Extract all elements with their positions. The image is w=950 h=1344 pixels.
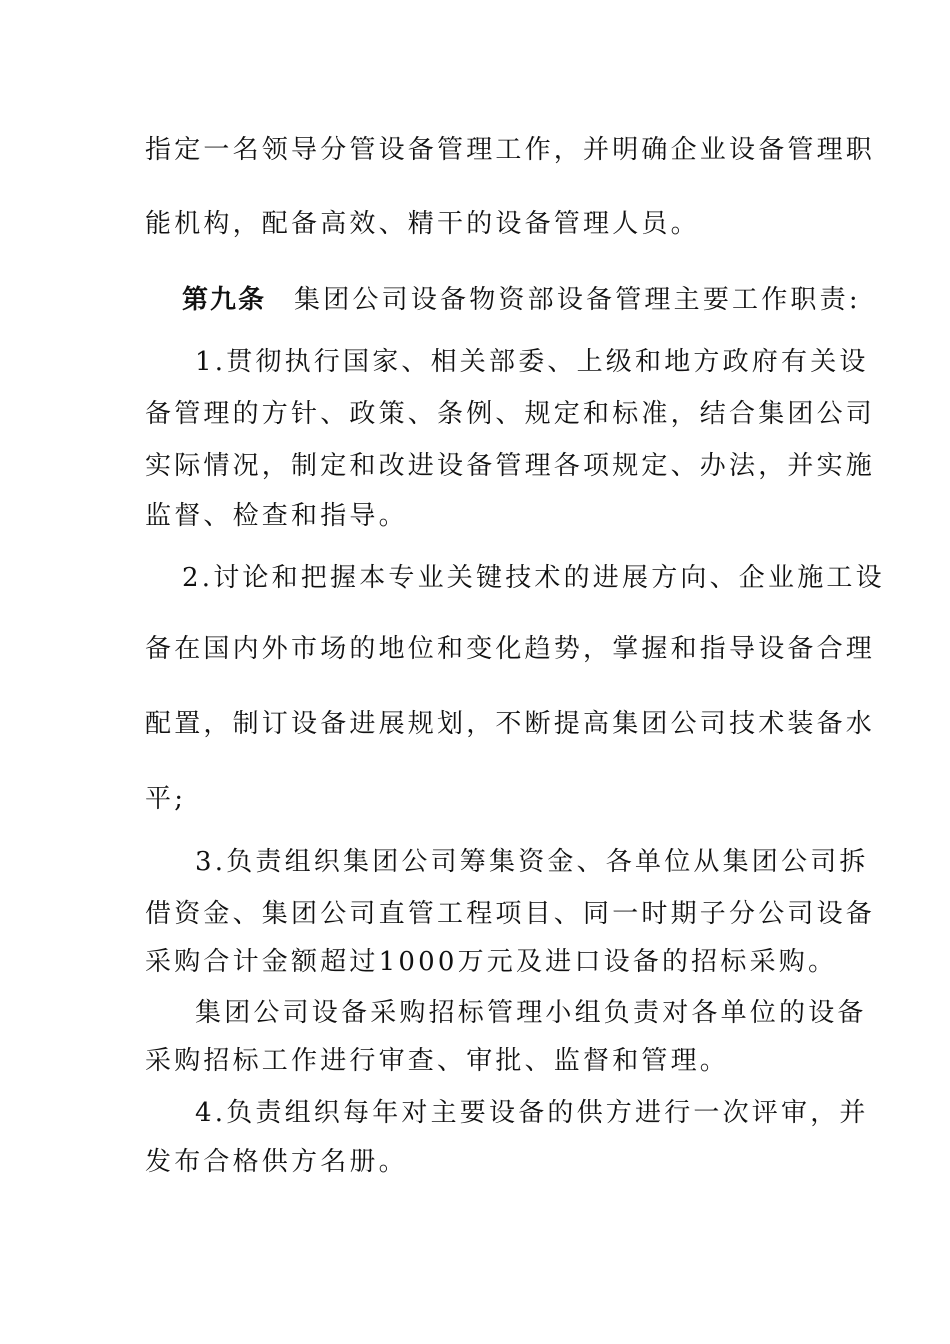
item1-line-1: 1.贯彻执行国家、相关部委、上级和地方政府有关设 xyxy=(195,347,869,377)
item2-line-3: 配置，制订设备进展规划，不断提高集团公司技术装备水 xyxy=(145,709,876,739)
article-label: 第九条 xyxy=(182,285,267,315)
item1-line-2: 备管理的方针、政策、条例、规定和标准，结合集团公司 xyxy=(145,399,876,429)
intro-line-1: 指定一名领导分管设备管理工作，并明确企业设备管理职 xyxy=(145,135,876,165)
item3-line-2: 借资金、集团公司直管工程项目、同一时期子分公司设备 xyxy=(145,899,876,929)
item4-line-1: 4.负责组织每年对主要设备的供方进行一次评审，并 xyxy=(195,1098,869,1128)
article-heading-text: 集团公司设备物资部设备管理主要工作职责: xyxy=(294,285,861,315)
item1-line-3: 实际情况，制定和改进设备管理各项规定、办法，并实施 xyxy=(145,451,876,481)
item1-line-4: 监督、检查和指导。 xyxy=(145,501,408,531)
intro-line-2: 能机构，配备高效、精干的设备管理人员。 xyxy=(145,209,700,239)
item2-line-1: 2.讨论和把握本专业关键技术的进展方向、企业施工设 xyxy=(182,563,885,593)
item2-line-2: 备在国内外市场的地位和变化趋势，掌握和指导设备合理 xyxy=(145,634,876,664)
item3-line-1: 3.负责组织集团公司筹集资金、各单位从集团公司拆 xyxy=(195,847,869,877)
item2-line-4: 平; xyxy=(145,784,187,814)
item4-line-2: 发布合格供方名册。 xyxy=(145,1147,408,1177)
article-nine-heading xyxy=(182,283,861,317)
item3-note-line-1: 集团公司设备采购招标管理小组负责对各单位的设备 xyxy=(195,998,867,1028)
item3-line-3: 采购合计金额超过1000万元及进口设备的招标采购。 xyxy=(145,947,838,977)
item3-note-line-2: 采购招标工作进行审查、审批、监督和管理。 xyxy=(145,1046,730,1076)
